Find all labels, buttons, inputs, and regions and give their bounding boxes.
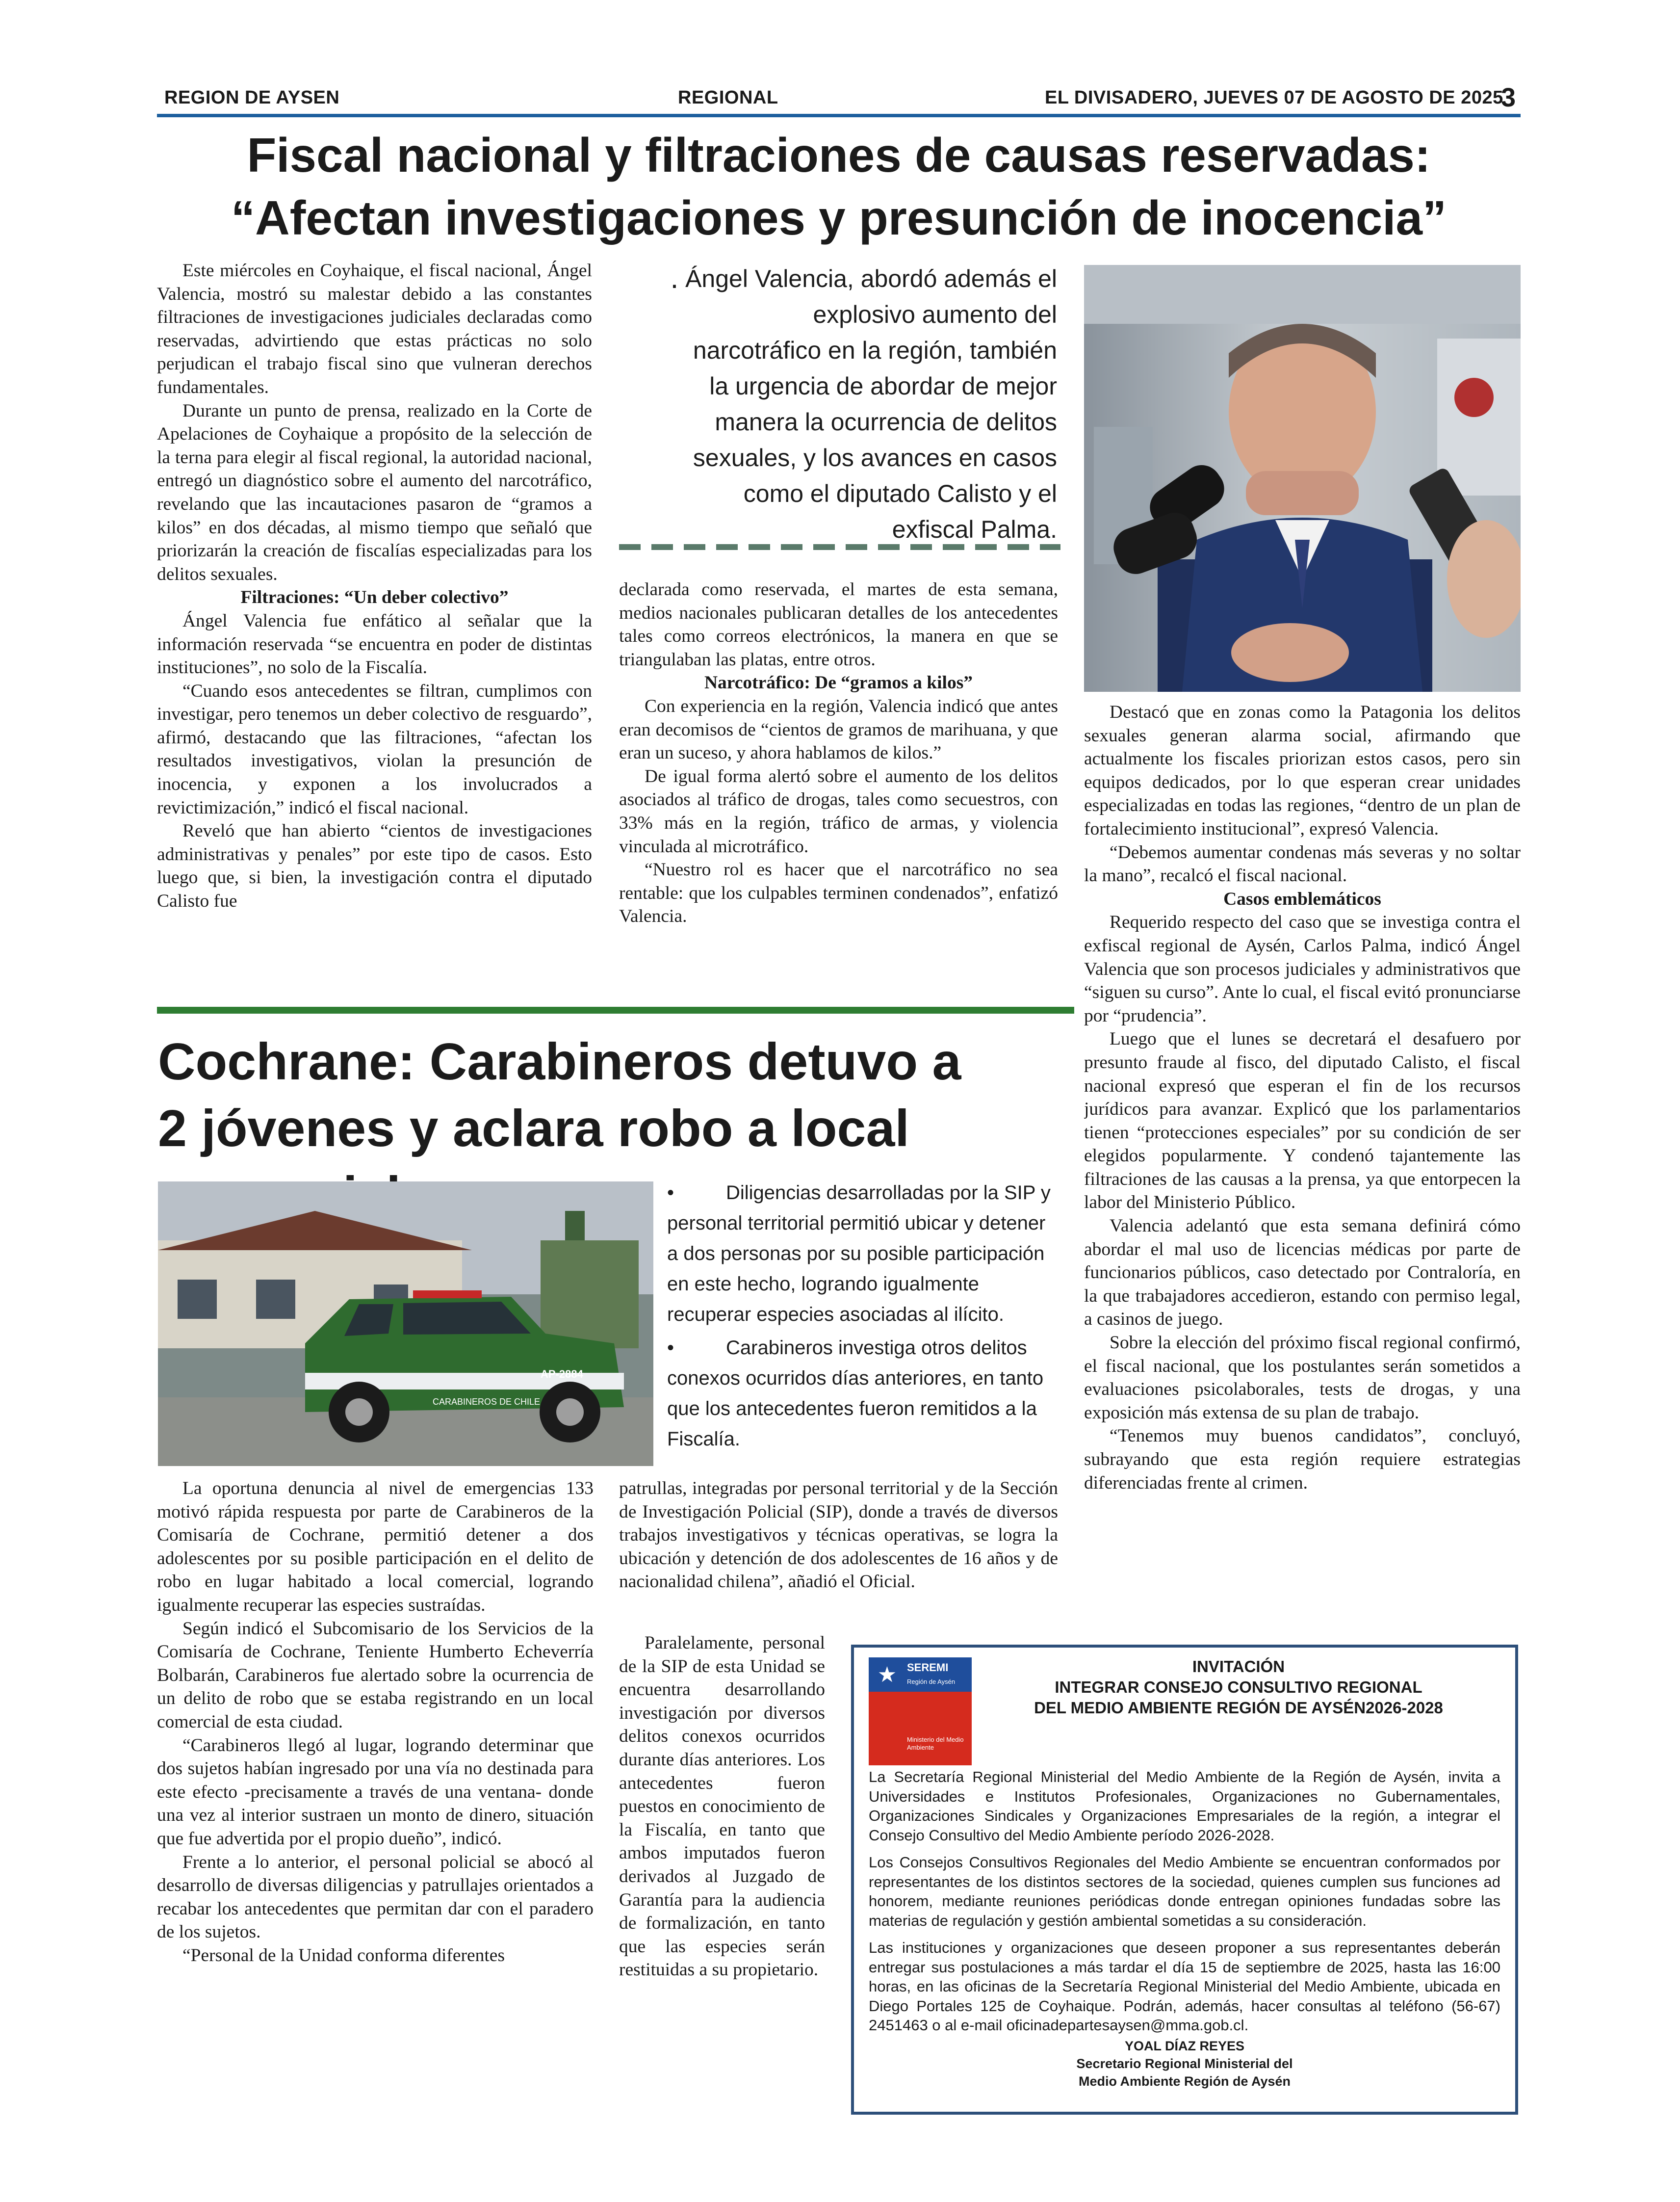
article2-paragraph: patrullas, integradas por personal territorial y de la Sección de Investigación Policial (SIP), donde a través de diversos trabajos investigativos y técnicas operativas, se logra la ubicación y detención de dos adolescentes de 16 años y de nacionalidad chilena”, añadió el Oficial. bbox=[619, 1478, 1058, 1592]
article2-bullet-text: Carabineros investiga otros delitos conexos ocurridos días anteriores, en tanto que los antecedentes fueron remitidos a la Fiscalía. bbox=[667, 1337, 1044, 1450]
page-number: 3 bbox=[1501, 83, 1516, 112]
article2-bullet-text: Diligencias desarrolladas por la SIP y personal territorial permitió ubicar y detener a dos personas por su posible participación en este hecho, logrando igualmente recuperar especies asociadas al ilícito. bbox=[667, 1182, 1051, 1325]
article1-paragraph: declarada como reservada, el martes de esta semana, medios nacionales publicaran detalles de los antecedentes tales como correos electrónicos, la manera en que se triangulaban las platas, entre otros. bbox=[619, 579, 1058, 670]
seremi-logo-ministry: Ministerio del Medio Ambiente bbox=[907, 1736, 964, 1751]
article2-bullet-item bbox=[667, 1333, 1055, 1454]
article1-paragraph: “Cuando esos antecedentes se filtran, cumplimos con investigar, pero tenemos un deber colectivo de resguardo”, afirmó, destacando que las filtraciones, “afectan los resultados investigativos, violan la presunción de inocencia, y exponen a los involucrados a revictimización,” indicó el fiscal nacional. bbox=[157, 681, 592, 818]
article1-subheading-casos: Casos emblemáticos bbox=[1223, 889, 1381, 909]
vehicle-side-text: CARABINEROS DE CHILE bbox=[433, 1397, 541, 1407]
article1-paragraph: Luego que el lunes se decretará el desafuero por presunto fraude al fisco, del diputado Calisto, el fiscal nacional expresó que esperan el fin de los recursos jurídicos para avanzar. Explicó que los parlamentarios tienen “protecciones especiales” por su condición de ser elegidos popularmente. Y condenó tajantemente las filtraciones de las causas a la prensa, ya que entorpecen la labor del Ministerio Público. bbox=[1084, 1029, 1521, 1213]
article1-headline-line1: Fiscal nacional y filtraciones de causas reservadas: bbox=[247, 128, 1431, 182]
article2-paragraph: Paralelamente, personal de la SIP de esta Unidad se encuentra desarrollando investigación por diversos delitos conexos ocurridos durante días anteriores. Los antecedentes fueron puestos en conocimiento de la Fiscalía, en tanto que ambos imputados fueron derivados al Juzgado de Garantía para la audiencia de formalización, en tanto que las especies serán restituidas a su propietario. bbox=[619, 1633, 825, 1980]
portrait-illustration bbox=[1084, 265, 1521, 692]
section-label-left: REGION DE AYSEN bbox=[164, 87, 340, 108]
seremi-logo bbox=[869, 1657, 972, 1765]
article1-column3 bbox=[1084, 701, 1521, 1613]
article1-paragraph: “Tenemos muy buenos candidatos”, concluyó, subrayando que esta región requiere estrategias diferenciadas frente al crimen. bbox=[1084, 1426, 1521, 1493]
article2-bullet-item bbox=[667, 1178, 1055, 1330]
signatory-name: YOAL DÍAZ REYES bbox=[1124, 2038, 1245, 2053]
invitation-paragraph: La Secretaría Regional Ministerial del Medio Ambiente de la Región de Aysén, invita a Universidades e Institutos Profesionales, Organizaciones no Gubernamentales, Organizaciones Sindicales y Organizaciones Empresariales de la región, a integrar el Consejo Consultivo del Medio Ambiente período 2026-2028. bbox=[869, 1768, 1500, 1844]
article2-headline-location: Cochrane: bbox=[158, 1033, 415, 1091]
seremi-logo-title: SEREMI bbox=[907, 1661, 949, 1674]
invitation-titles bbox=[977, 1655, 1500, 1718]
article1-paragraph: “Nuestro rol es hacer que el narcotráfico no sea rentable: que los culpables terminen condenados”, enfatizó Valencia. bbox=[619, 860, 1058, 927]
article1-lead-bullet: · bbox=[670, 268, 679, 301]
article1-paragraph: Destacó que en zonas como la Patagonia los delitos sexuales generan alarma social, afirmando que actualmente los fiscales priorizan estos casos, pero sin equipos dedicados, por lo que esperan crear unidades especializadas en todas las regiones, “dentro de un plan de fortalecimiento institucional”, expresó Valencia. bbox=[1084, 702, 1521, 839]
seremi-logo-bottom bbox=[869, 1692, 972, 1765]
article1-paragraph: Este miércoles en Coyhaique, el fiscal nacional, Ángel Valencia, mostró su malestar debido a las constantes filtraciones de investigaciones judiciales declaradas como reservadas, advirtiendo que estas prácticas no solo perjudican el trabajo fiscal sino que vulneran derechos fundamentales. bbox=[157, 261, 592, 397]
edition-date: EL DIVISADERO, JUEVES 07 DE AGOSTO DE 2025 bbox=[1045, 87, 1503, 108]
article1-paragraph: “Debemos aumentar condenas más severas y no soltar la mano”, recalcó el fiscal nacional. bbox=[1084, 842, 1521, 886]
invitation-ad bbox=[851, 1645, 1518, 2115]
article2-column1 bbox=[157, 1477, 594, 2080]
article1-headline-line2: “Afectan investigaciones y presunción de inocencia” bbox=[231, 191, 1447, 245]
bullet-mark: • bbox=[667, 1337, 674, 1359]
article1-paragraph: Reveló que han abierto “cientos de investigaciones administrativas y penales” por este tipo de casos. Esto luego que, si bien, la investigación contra el diputado Calisto fue bbox=[157, 821, 592, 912]
invitation-subtitle1: INTEGRAR CONSEJO CONSULTIVO REGIONAL bbox=[1055, 1678, 1422, 1696]
article2-column2b bbox=[619, 1631, 825, 2083]
article1-lead: Ángel Valencia, abordó además el explosivo aumento del narcotráfico en la región, también la urgencia de abordar de mejor manera la ocurrencia de delitos sexuales, y los avances en casos como el diputado Calisto y el exfiscal Palma. bbox=[685, 265, 1057, 543]
chile-star-icon: ★ bbox=[877, 1663, 897, 1687]
article1-subheading-narcotrafico: Narcotráfico: De “gramos a kilos” bbox=[704, 673, 973, 693]
article1-column2 bbox=[619, 578, 1058, 1000]
invitation-paragraph: Los Consejos Consultivos Regionales del Medio Ambiente se encuentran conformados por representantes de los distintos sectores de la sociedad, quienes cumplen sus funciones ad honorem, mediante reuniones periódicas donde entregan opiniones fundadas sobre las materias de regulación y gestión ambiental sometidas a su consideración. bbox=[869, 1854, 1500, 1929]
article2-paragraph: La oportuna denuncia al nivel de emergencias 133 motivó rápida respuesta por parte de Carabineros de la Comisaría de Cochrane, permitió detener a dos adolescentes por su posible participación en el delito de robo en lugar habitado a local comercial, logrando igualmente recuperar las especies sustraídas. bbox=[157, 1478, 594, 1615]
carabineros-vehicle-photo bbox=[158, 1181, 653, 1466]
article2-paragraph: Frente a lo anterior, el personal policial se abocó al desarrollo de diversas diligencias y patrullajes orientados a recabar los antecedentes que permitan dar con el paradero de los sujetos. bbox=[157, 1852, 594, 1942]
article1-headline bbox=[147, 124, 1530, 249]
section-label-center: REGIONAL bbox=[678, 87, 778, 108]
header-rule bbox=[157, 114, 1521, 117]
article1-paragraph: Valencia adelantó que esta semana definirá cómo abordar el mal uso de licencias médicas por parte de funcionarios públicos, caso detectado por Contraloría, en la que trabajadores accedieron, estando con permiso legal, a casinos de juego. bbox=[1084, 1216, 1521, 1330]
signatory-title: Secretario Regional Ministerial del bbox=[1076, 2056, 1293, 2071]
bullet-mark: • bbox=[667, 1182, 674, 1204]
article2-headline-text: Carabineros detuvo a bbox=[415, 1033, 961, 1091]
article2-paragraph: “Personal de la Unidad conforma diferentes bbox=[182, 1945, 505, 1966]
signatory-title: Medio Ambiente Región de Aysén bbox=[1078, 2073, 1291, 2089]
article1-paragraph: Con experiencia en la región, Valencia indicó que antes eran decomisos de “cientos de gramos de marihuana, y que eran un suceso, y ahora hablamos de kilos.” bbox=[619, 696, 1058, 763]
invitation-title: INVITACIÓN bbox=[1192, 1657, 1285, 1676]
article2-headline-line1 bbox=[158, 1028, 1080, 1095]
seremi-logo-sub: Región de Aysén bbox=[907, 1678, 956, 1685]
article2-paragraph: Según indicó el Subcomisario de los Servicios de la Comisaría de Cochrane, Teniente Humberto Echeverría Bolbarán, Carabineros fue alertado sobre la ocurrencia de un delito de robo que se estaba registrando en un local comercial de esta ciudad. bbox=[157, 1618, 594, 1732]
invitation-subtitle2: DEL MEDIO AMBIENTE REGIÓN DE AYSÉN2026-2028 bbox=[1034, 1699, 1443, 1717]
article1-paragraph: Durante un punto de prensa, realizado en la Corte de Apelaciones de Coyhaique a propósito de la selección de la terna para elegir al fiscal regional, la autoridad nacional, entregó un diagnóstico sobre el aumento del narcotráfico, revelando que las incautaciones pasaron de “gramos a kilos” en dos décadas, al mismo tiempo que señaló que priorizarán la creación de fiscalías especializadas para los delitos sexuales. bbox=[157, 400, 592, 584]
article1-column1 bbox=[157, 259, 592, 997]
invitation-paragraph: Las instituciones y organizaciones que deseen proponer a sus representantes deberán entregar sus postulaciones a más tardar el día 15 de septiembre de 2025, hasta las 16:00 horas, en las oficinas de la Secretaría Regional Ministerial del Medio Ambiente, ubicada en Diego Portales 125 de Coyhaique. Podrán, además, hacer consultas al teléfono (56-67) 2451463 o al e-mail oficinadepartesaysen@mma.gob.cl. bbox=[869, 1939, 1500, 2034]
article1-paragraph: Sobre la elección del próximo fiscal regional confirmó, el fiscal nacional, que los postulantes serán sometidos a evaluaciones psicolaborales, tests de drogas, y una exposición más extensa de su plan de trabajo. bbox=[1084, 1333, 1521, 1423]
lead-dashed-divider bbox=[619, 540, 1060, 554]
article2-bullets bbox=[667, 1178, 1055, 1450]
fiscal-portrait-photo bbox=[1084, 265, 1521, 692]
article2-column2a bbox=[619, 1477, 1058, 1624]
article2-headline-line2: 2 jóvenes y aclara robo a local bbox=[158, 1100, 909, 1157]
article2-paragraph: “Carabineros llegó al lugar, logrando determinar que dos sujetos habían ingresado por una vía no destinada para este efecto -precisamente a través de una ventana- donde una vez al interior sustraen un monto de dinero, situación que fue advertida por el propio dueño”, indicó. bbox=[157, 1735, 594, 1849]
section-divider-green bbox=[157, 1007, 1074, 1014]
article1-paragraph: Ángel Valencia fue enfático al señalar que la información reservada “se encuentra en poder de distintas instituciones”, no solo de la Fiscalía. bbox=[157, 610, 592, 678]
article1-paragraph: De igual forma alertó sobre el aumento de los delitos asociados al tráfico de drogas, tales como secuestros, con 33% más en la región, tráfico de armas, y violencia vinculada al microtráfico. bbox=[619, 766, 1058, 857]
article1-paragraph: Requerido respecto del caso que se investiga contra el exfiscal regional de Aysén, Carlos Palma, indicó Ángel Valencia que son procesos judiciales y administrativos que “siguen su curso”. Ante lo cual, el fiscal evitó pronunciarse por “prudencia”. bbox=[1084, 912, 1521, 1026]
vehicle-illustration bbox=[158, 1181, 653, 1466]
article1-subheading-filtraciones: Filtraciones: “Un deber colectivo” bbox=[240, 587, 509, 608]
vehicle-plate-text: AP-2884 bbox=[541, 1368, 583, 1380]
